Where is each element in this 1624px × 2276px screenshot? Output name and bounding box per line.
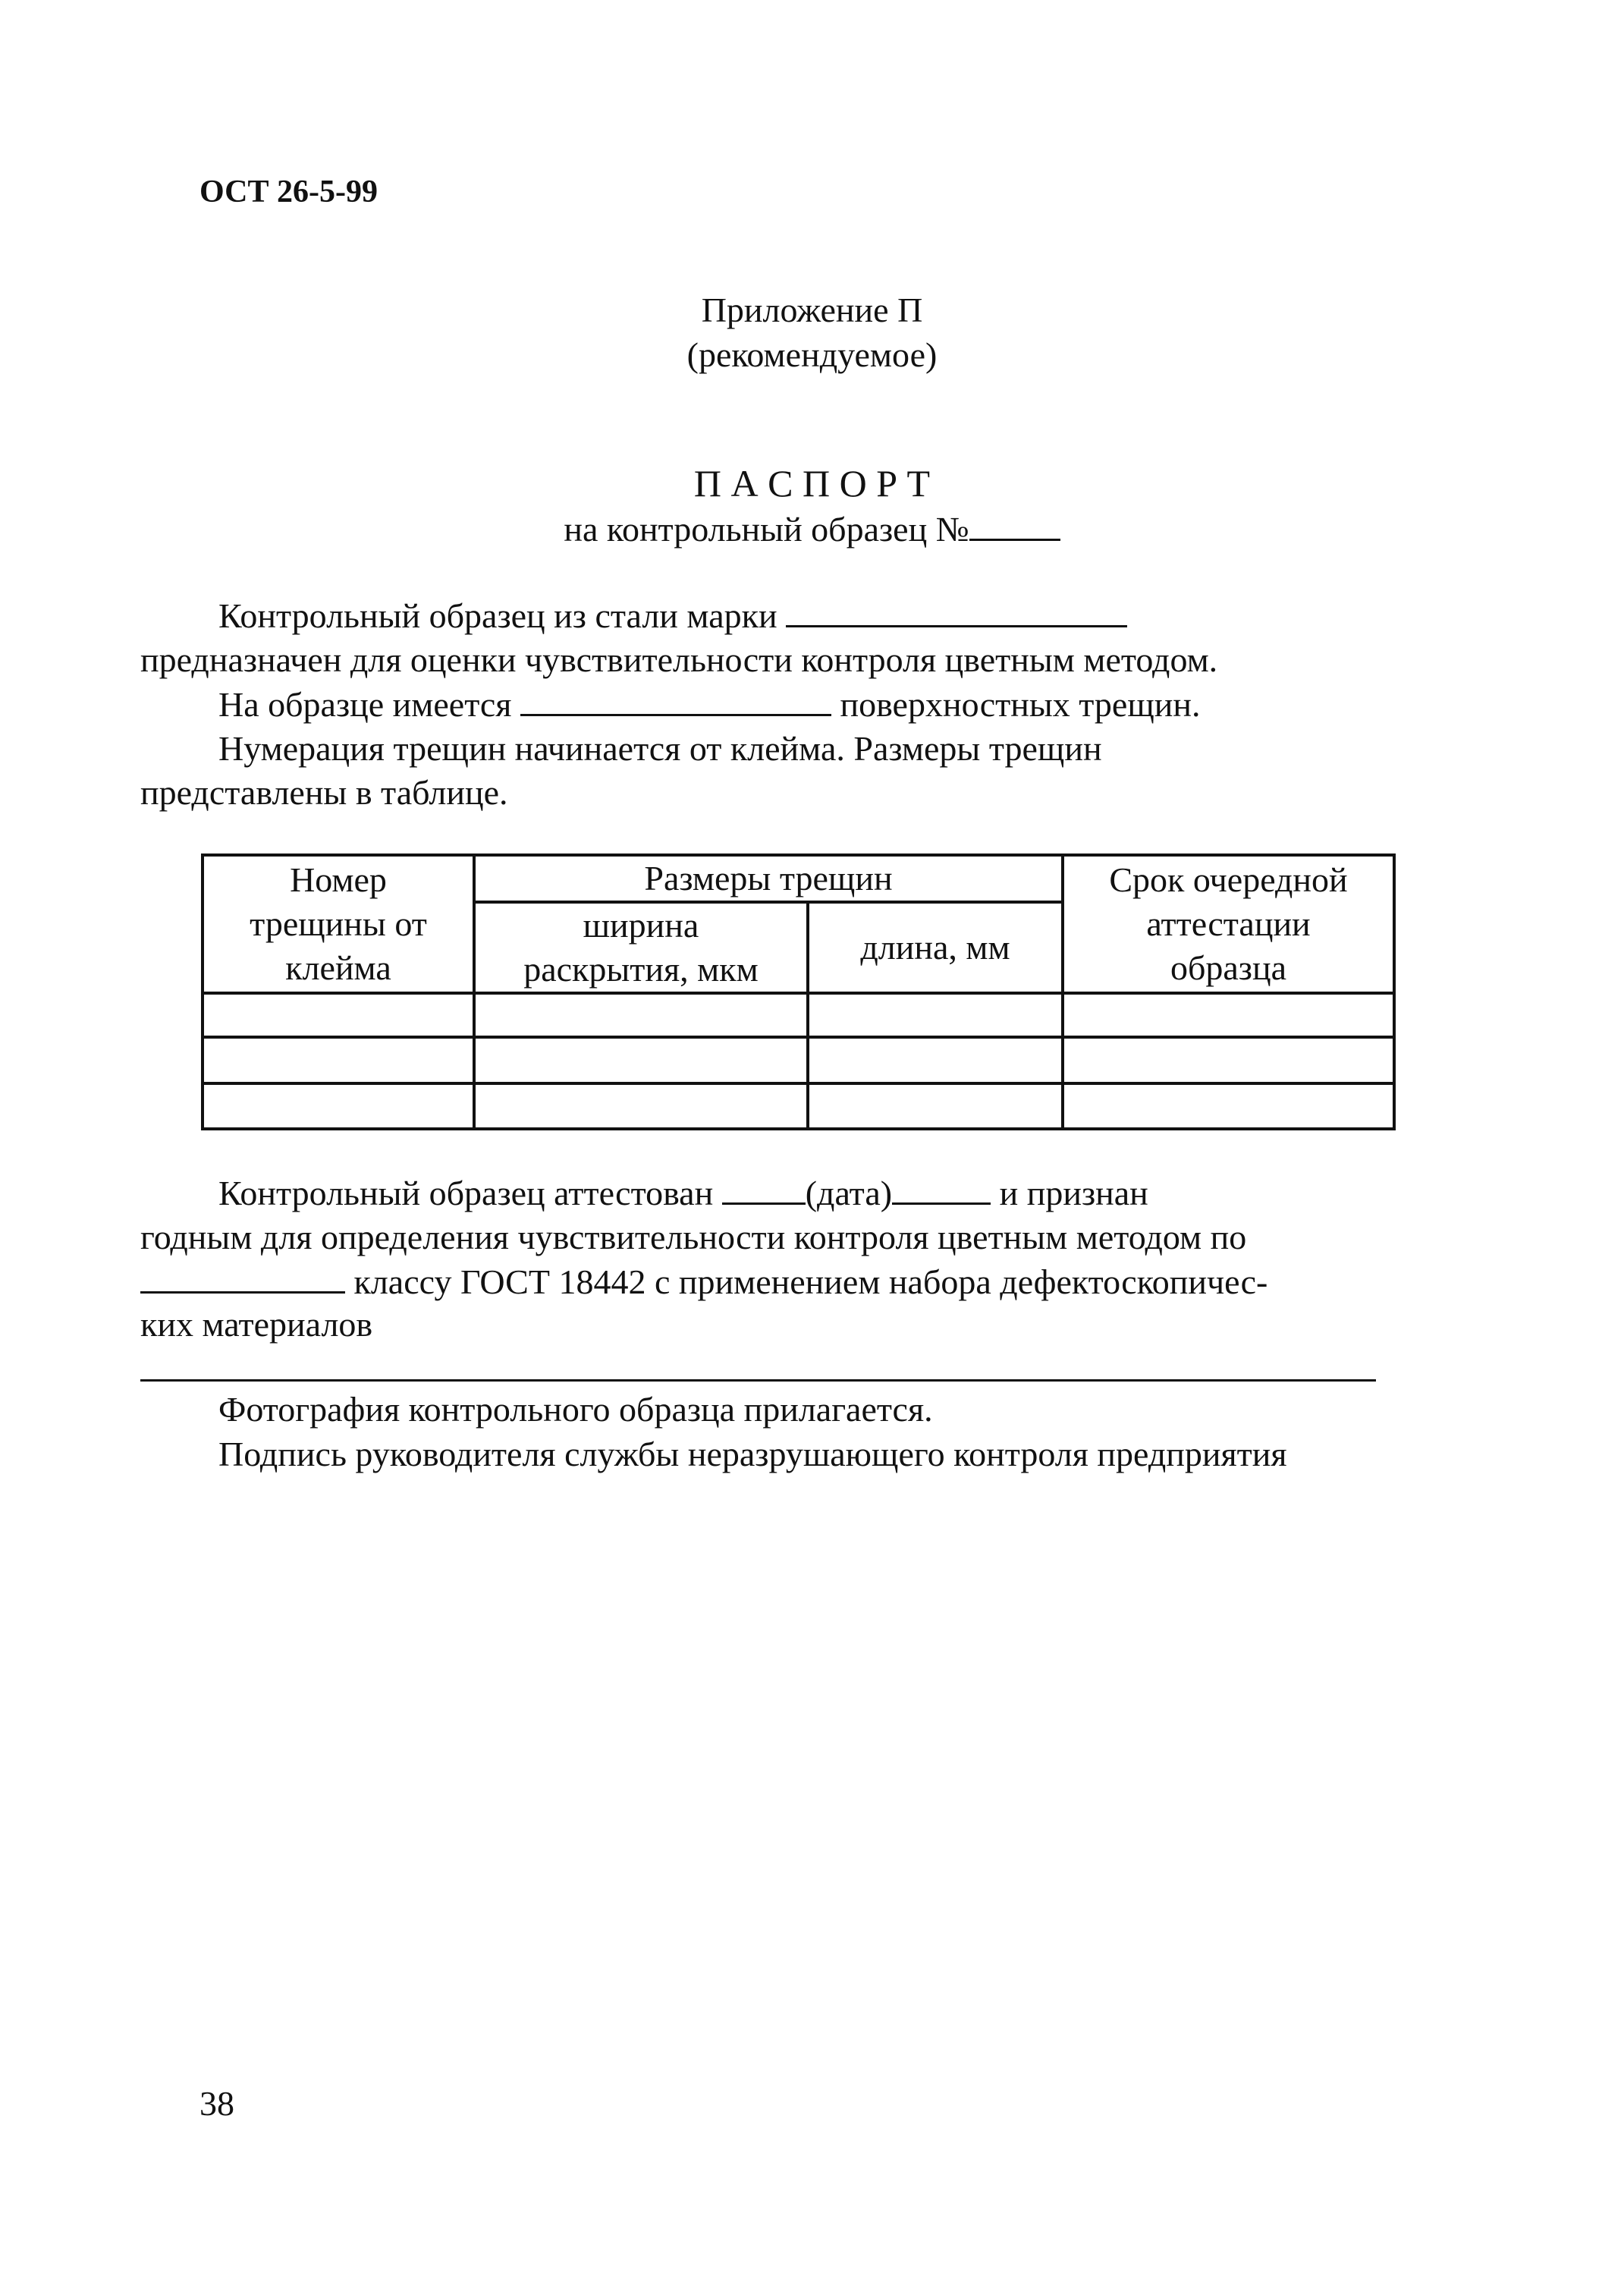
steel-grade-blank xyxy=(786,598,1127,627)
passport-subtitle-text: на контрольный образец № xyxy=(564,510,969,549)
table-cell[interactable] xyxy=(808,1083,1063,1129)
page-number: 38 xyxy=(199,2084,234,2123)
intro-line-2: предназначен для оценки чувствительности контроля цветным методом. xyxy=(140,640,1218,679)
header-text: Номер xyxy=(290,860,387,899)
crack-table xyxy=(201,854,1396,1130)
table-cell[interactable] xyxy=(203,1083,474,1129)
table-cell[interactable] xyxy=(474,993,808,1037)
cert-line-2: годным для определения чувствительности контроля цветным методом по xyxy=(140,1218,1247,1256)
cert-line-1 xyxy=(218,1175,1148,1211)
intro-line-4: Нумерация трещин начинается от клейма. Размеры трещин xyxy=(218,729,1102,768)
appendix-subtitle: (рекомендуемое) xyxy=(686,335,938,374)
cert-line-1c: и признан xyxy=(999,1174,1148,1212)
crack-count-blank xyxy=(520,687,831,716)
table-cell[interactable] xyxy=(203,1037,474,1083)
header-text: ширина xyxy=(583,906,699,945)
header-crack-sizes: Размеры трещин xyxy=(474,855,1063,902)
class-blank xyxy=(140,1264,345,1294)
document-code: ОСТ 26-5-99 xyxy=(199,174,378,209)
header-text: раскрытия, мкм xyxy=(523,950,759,989)
intro-line-1 xyxy=(218,598,1127,633)
header-text: аттестации xyxy=(1146,904,1311,943)
table-cell[interactable] xyxy=(1063,1037,1394,1083)
table-cell[interactable] xyxy=(203,993,474,1037)
table-cell[interactable] xyxy=(474,1083,808,1129)
intro-line-5: представлены в таблице. xyxy=(140,773,508,812)
intro-line-3 xyxy=(218,687,1201,722)
date-label: (дата) xyxy=(805,1174,893,1212)
appendix-title: Приложение П xyxy=(701,291,923,329)
header-crack-number xyxy=(203,855,474,993)
table-row xyxy=(203,993,1394,1037)
header-text: Срок очередной xyxy=(1109,860,1348,899)
table-cell[interactable] xyxy=(808,1037,1063,1083)
header-opening-width xyxy=(474,902,808,993)
table-cell[interactable] xyxy=(1063,1083,1394,1129)
table-cell[interactable] xyxy=(474,1037,808,1083)
intro-line-3a: На образце имеется xyxy=(218,685,512,724)
passport-subtitle xyxy=(0,511,1624,547)
header-length: длина, мм xyxy=(808,902,1063,993)
intro-line-1-text: Контрольный образец из стали марки xyxy=(218,596,777,635)
table-row xyxy=(203,1037,1394,1083)
sample-number-blank xyxy=(969,511,1060,541)
cert-line-4: ких материалов xyxy=(140,1305,373,1344)
header-next-attestation xyxy=(1063,855,1394,993)
photo-note: Фотография контрольного образца прилагается. xyxy=(218,1390,933,1429)
header-text: трещины от xyxy=(250,904,427,943)
materials-blank-line xyxy=(140,1379,1376,1382)
header-text: образца xyxy=(1170,948,1287,987)
cert-line-3-text: классу ГОСТ 18442 с применением набора дефектоскопичес- xyxy=(353,1262,1268,1301)
signature-note: Подпись руководителя службы неразрушающего контроля предприятия xyxy=(218,1435,1287,1473)
date-blank-right xyxy=(892,1175,991,1205)
passport-title: П А С П О Р Т xyxy=(693,462,931,505)
header-text: клейма xyxy=(285,948,391,987)
date-blank-left xyxy=(722,1175,806,1205)
table-row xyxy=(203,1083,1394,1129)
table-cell[interactable] xyxy=(808,993,1063,1037)
cert-line-1a: Контрольный образец аттестован xyxy=(218,1174,714,1212)
intro-line-3b: поверхностных трещин. xyxy=(840,685,1201,724)
cert-line-3 xyxy=(140,1264,1267,1300)
table-cell[interactable] xyxy=(1063,993,1394,1037)
